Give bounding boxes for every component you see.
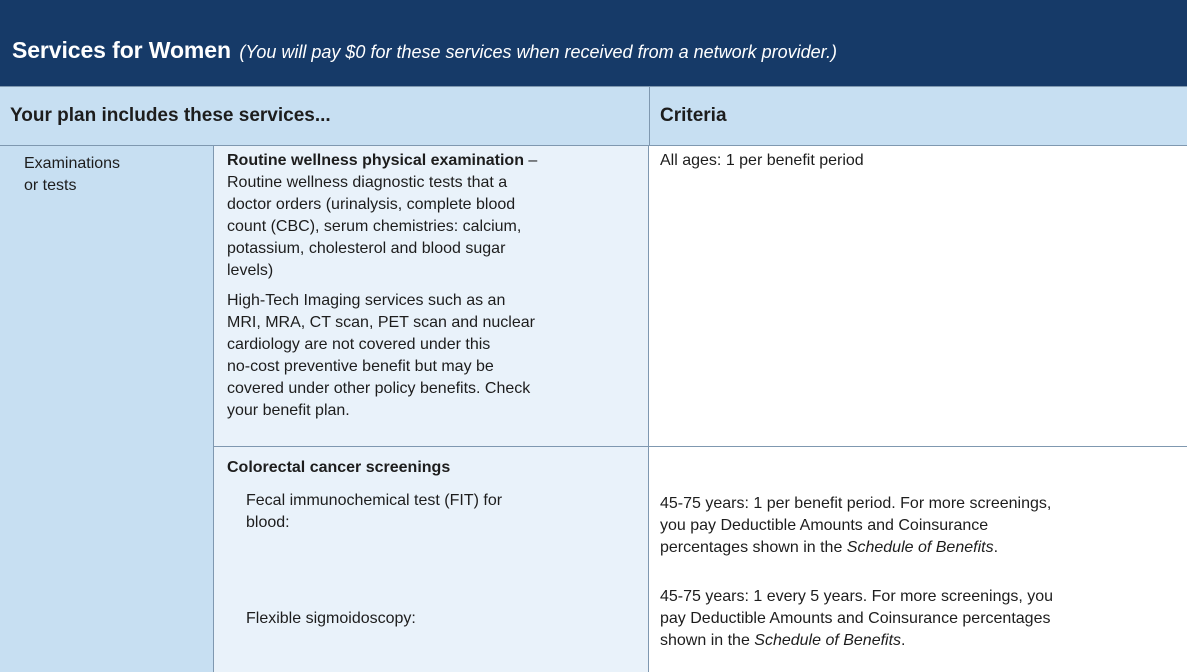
schedule-of-benefits-ref: Schedule of Benefits [754, 632, 902, 649]
row-divider [214, 446, 1187, 447]
schedule-of-benefits-ref: Schedule of Benefits [846, 539, 994, 556]
wellness-desc-line: doctor orders (urinalysis, complete blood [227, 196, 516, 213]
header-divider [649, 87, 650, 145]
category-label: Examinations or tests [24, 155, 121, 194]
category-column [0, 146, 214, 672]
wellness-desc-line: levels) [227, 262, 274, 279]
wellness-desc-line: Routine wellness diagnostic tests that a [227, 174, 508, 191]
table-row-wellness-service [227, 150, 637, 422]
section-banner [0, 0, 1187, 86]
imaging-note-line: no-cost preventive benefit but may be [227, 358, 494, 375]
wellness-title: Routine wellness physical examination [227, 152, 524, 169]
colorectal-title: Colorectal cancer screenings [227, 459, 451, 476]
services-column-header: Your plan includes these services... [10, 105, 331, 126]
sigmoidoscopy-criteria: 45-75 years: 1 every 5 years. For more screenings, you pay Deductible Amounts and Coinsurance percentages shown in the Schedule of Benefits. [660, 588, 1054, 649]
wellness-desc-line: count (CBC), serum chemistries: calcium, [227, 218, 522, 235]
criteria-column-header: Criteria [660, 105, 727, 126]
imaging-note-line: cardiology are not covered under this [227, 336, 491, 353]
fit-test-criteria: 45-75 years: 1 per benefit period. For more screenings, you pay Deductible Amounts and Coinsurance percentages shown in the Schedule of Benefits. [660, 495, 1052, 556]
section-title: Services for Women [12, 37, 231, 63]
wellness-title-line [227, 150, 637, 172]
imaging-note-line: High-Tech Imaging services such as an [227, 292, 506, 309]
wellness-desc-line: potassium, cholesterol and blood sugar [227, 240, 506, 257]
section-subtitle: (You will pay $0 for these services when received from a network provider.) [239, 42, 837, 62]
fit-test-label: Fecal immunochemical test (FIT) for blood: [246, 492, 503, 531]
imaging-note-line: covered under other policy benefits. Check [227, 380, 531, 397]
table-header [0, 86, 1187, 146]
wellness-criteria: All ages: 1 per benefit period [660, 152, 864, 169]
imaging-note-line: your benefit plan. [227, 402, 350, 419]
imaging-note-line: MRI, MRA, CT scan, PET scan and nuclear [227, 314, 535, 331]
spacer [227, 282, 637, 290]
sigmoidoscopy-label: Flexible sigmoidoscopy: [246, 610, 416, 627]
wellness-title-dash: – [523, 152, 538, 169]
